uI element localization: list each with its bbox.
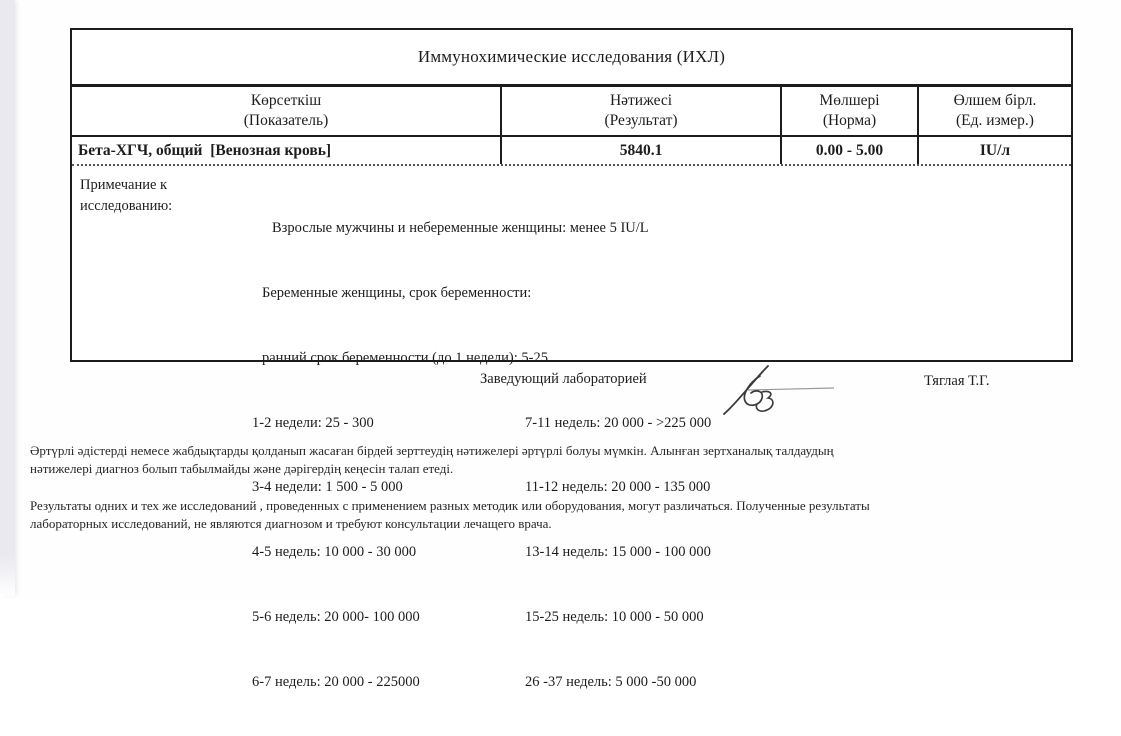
signature-role-label: Заведующий лабораторией xyxy=(480,371,647,387)
result-indicator: Бета-ХГЧ, общий [Венозная кровь] xyxy=(78,141,332,159)
result-value: 5840.1 xyxy=(500,137,780,164)
week-range-right: 11-12 недель: 20 000 - 135 000 xyxy=(525,479,711,496)
column-header-indicator xyxy=(72,87,500,135)
signature-name: Тяглая Т.Г. xyxy=(924,373,990,389)
disclaimer-line: Результаты одних и тех же исследований , проведенных с применением разных методик или оборудования, могут различаться. Полученные результаты xyxy=(30,498,870,513)
report-title: Иммунохимические исследования (ИХЛ) xyxy=(72,30,1071,87)
note-label xyxy=(80,175,172,217)
week-reference-row xyxy=(252,477,711,499)
header-line: (Ед. измер.) xyxy=(956,112,1034,129)
header-line: (Показатель) xyxy=(243,112,329,129)
disclaimer-russian xyxy=(30,497,1110,533)
disclaimer-line: Әртүрлі әдістерді немесе жабдықтарды қолданып жасаған бірдей зерттеудің нәтижелері әртүрлі болуы мүмкін. Алынған зертханалық талдаудың xyxy=(30,443,834,458)
week-range-right: 26 -37 недель: 5 000 -50 000 xyxy=(525,673,697,690)
column-header-norm xyxy=(780,87,917,135)
header-line: Көрсеткіш xyxy=(250,92,322,109)
note-intro-line: ранний срок беременности (до 1 недели): 5-25 xyxy=(262,349,548,366)
header-line: Мөлшері xyxy=(819,92,880,109)
result-unit: IU/л xyxy=(917,137,1071,164)
result-norm: 0.00 - 5.00 xyxy=(780,137,917,164)
disclaimer-line: нәтижелері диагноз болып табылмайды және дәрігердің кеңесін талап етеді. xyxy=(30,461,454,476)
week-range-right: 7-11 недель: 20 000 - >225 000 xyxy=(525,414,712,431)
week-range-left: 1-2 недели: 25 - 300 xyxy=(252,414,374,431)
column-header-result xyxy=(500,87,780,135)
disclaimer-kazakh xyxy=(30,442,1110,478)
week-range-right: 13-14 недель: 15 000 - 100 000 xyxy=(525,544,711,561)
week-reference-row xyxy=(252,542,711,564)
week-range-right: 15-25 недель: 10 000 - 50 000 xyxy=(525,608,704,625)
week-reference-row xyxy=(252,672,711,694)
table-header-row xyxy=(72,87,1071,137)
week-range-left: 3-4 недели: 1 500 - 5 000 xyxy=(252,479,403,496)
header-line: Нәтижесі xyxy=(609,92,673,109)
header-line: (Результат) xyxy=(604,112,678,129)
viewer-page-edge xyxy=(0,0,15,596)
week-range-left: 4-5 недель: 10 000 - 30 000 xyxy=(252,544,417,561)
column-header-unit xyxy=(917,87,1071,135)
week-range-left: 6-7 недель: 20 000 - 225000 xyxy=(252,673,420,690)
result-row xyxy=(72,137,1071,166)
signature-scribble xyxy=(716,362,836,416)
week-reference-row xyxy=(252,607,711,629)
disclaimer-line: лабораторных исследований, не являются диагнозом и требуют консультации лечащего врача. xyxy=(30,516,552,531)
week-range-left: 5-6 недель: 20 000- 100 000 xyxy=(252,608,420,625)
note-label-line: исследованию: xyxy=(80,198,173,214)
header-line: (Норма) xyxy=(822,112,877,129)
note-intro-line: Взрослые мужчины и небеременные женщины: менее 5 IU/L xyxy=(272,220,649,237)
note-label-line: Примечание к xyxy=(80,177,168,193)
note-intro-line: Беременные женщины, срок беременности: xyxy=(262,284,532,301)
week-reference-row xyxy=(252,413,711,435)
header-line: Өлшем бірл. xyxy=(953,92,1037,109)
